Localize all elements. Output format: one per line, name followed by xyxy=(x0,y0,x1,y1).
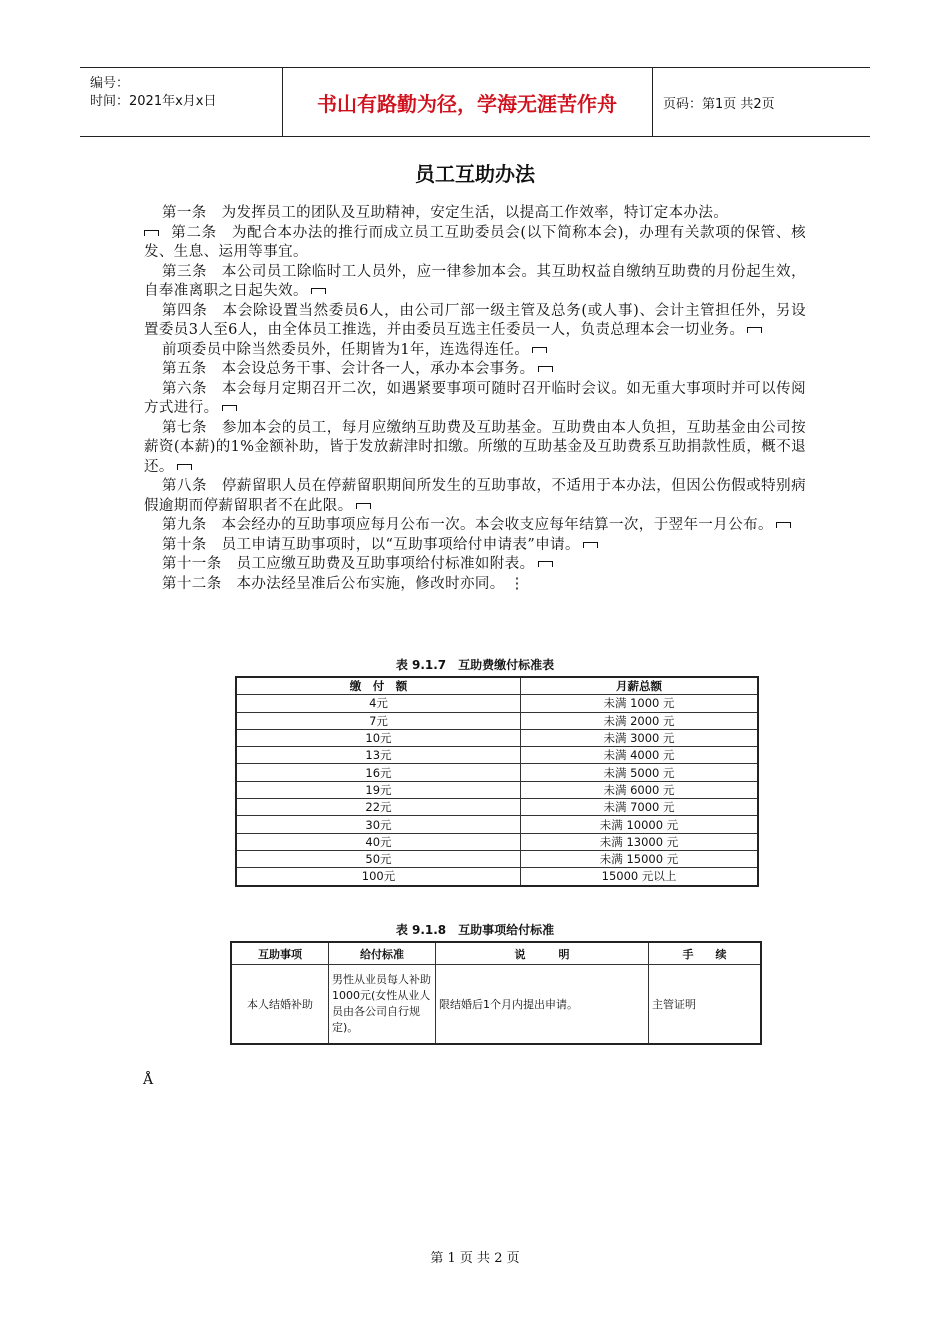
table-cell: 30元 xyxy=(236,816,521,833)
article-2: 第二条 为配合本办法的推行而成立员工互助委员会(以下简称本会)，办理有关款项的保管、核发、生息、运用等事宜。 xyxy=(144,224,806,260)
table-cell: 未满 5000 元 xyxy=(521,764,759,781)
table-cell: 16元 xyxy=(236,764,521,781)
article-7: 第七条 参加本会的员工，每月应缴纳互助费及互助基金。互助费由本人负担，互助基金由公司按薪资(本薪)的1%金额补助，皆于发放薪津时扣缴。所缴的互助基金及互助费系互助捐款性质，概不退还。 xyxy=(144,419,806,475)
header-motto: 书山有路勤为径，学海无涯苦作舟 xyxy=(282,68,653,136)
paragraph-mark-icon xyxy=(532,347,547,353)
article-9: 第九条 本会经办的互助事项应每月公布一次。本会收支应每年结算一次，于翌年一月公布。 xyxy=(144,516,806,536)
table-cell: 未满 4000 元 xyxy=(521,747,759,764)
paragraph-mark-icon xyxy=(538,366,553,372)
paragraph-mark-icon xyxy=(356,503,371,509)
table-cell: 未满 7000 元 xyxy=(521,799,759,816)
table-row xyxy=(236,712,758,729)
paragraph-mark-icon xyxy=(776,522,791,528)
table-cell: 本人结婚补助 xyxy=(231,965,329,1045)
paragraph-mark-icon xyxy=(177,464,192,470)
article-1: 第一条 为发挥员工的团队及互助精神，安定生活，以提高工作效率，特订定本办法。 xyxy=(162,205,729,221)
paragraph-mark-icon xyxy=(747,327,762,333)
table-cell: 未满 6000 元 xyxy=(521,781,759,798)
page-header xyxy=(80,67,870,137)
table-row xyxy=(236,747,758,764)
article-5: 第五条 本会设总务干事、会计各一人，承办本会事务。 xyxy=(144,360,806,380)
table-cell: 7元 xyxy=(236,712,521,729)
table-row xyxy=(236,729,758,746)
ellipsis-mark-icon: ⋮ xyxy=(504,575,525,592)
table-row xyxy=(236,799,758,816)
article-6: 第六条 本会每月定期召开二次，如遇紧要事项可随时召开临时会议。如无重大事项时并可以传阅方式进行。 xyxy=(144,380,806,416)
table-row xyxy=(236,850,758,867)
table-cell: 未满 15000 元 xyxy=(521,850,759,867)
article-10: 第十条 员工申请互助事项时，以“互助事项给付申请表”申请。 xyxy=(144,536,806,556)
table-row xyxy=(236,781,758,798)
paragraph-mark-icon xyxy=(144,230,159,236)
table-cell: 40元 xyxy=(236,833,521,850)
table-cell: 主管证明 xyxy=(649,965,762,1045)
table-row xyxy=(231,965,761,1045)
table-header: 手 续 xyxy=(649,942,762,965)
table-cell: 100元 xyxy=(236,868,521,886)
document-body xyxy=(144,204,806,594)
table-cell: 未满 13000 元 xyxy=(521,833,759,850)
contribution-table xyxy=(235,676,759,887)
table-cell: 15000 元以上 xyxy=(521,868,759,886)
article-11: 第十一条 员工应缴互助费及互助事项给付标准如附表。 xyxy=(144,555,806,575)
table-row xyxy=(236,764,758,781)
table-cell: 22元 xyxy=(236,799,521,816)
table-header: 给付标准 xyxy=(329,942,436,965)
paragraph-mark-icon xyxy=(311,288,326,294)
header-page-label: 页码：第1页 共2页 xyxy=(663,96,775,112)
table-row xyxy=(236,868,758,886)
article-3: 第三条 本公司员工除临时工人员外，应一律参加本会。其互助权益自缴纳互助费的月份起生效，自奉准离职之日起失效。 xyxy=(144,263,806,299)
table-header: 月薪总额 xyxy=(521,677,759,695)
article-4-note: 前项委员中除当然委员外，任期皆为1年，连选得连任。 xyxy=(144,341,806,361)
table-row xyxy=(236,833,758,850)
table-cell: 未满 3000 元 xyxy=(521,729,759,746)
table-cell: 限结婚后1个月内提出申请。 xyxy=(436,965,649,1045)
table-cell: 13元 xyxy=(236,747,521,764)
table-cell: 4元 xyxy=(236,695,521,712)
page-footer: 第 1 页 共 2 页 xyxy=(430,1251,520,1266)
benefit-table xyxy=(230,941,762,1045)
number-label: 编号： xyxy=(90,76,130,91)
paragraph-mark-icon xyxy=(583,542,598,548)
table-cell: 未满 10000 元 xyxy=(521,816,759,833)
paragraph-mark-icon xyxy=(222,405,237,411)
table-row xyxy=(236,695,758,712)
time-label: 时间：2021年x月x日 xyxy=(90,94,217,109)
table-header: 缴 付 额 xyxy=(236,677,521,695)
table-cell: 未满 1000 元 xyxy=(521,695,759,712)
document-title: 员工互助办法 xyxy=(415,162,535,186)
paragraph-mark-icon xyxy=(538,561,553,567)
table-cell: 未满 2000 元 xyxy=(521,712,759,729)
header-meta xyxy=(80,68,283,136)
table-header: 互助事项 xyxy=(231,942,329,965)
article-8: 第八条 停薪留职人员在停薪留职期间所发生的互助事故，不适用于本办法，但因公伤假或特别病假逾期而停薪留职者不在此限。 xyxy=(144,478,806,514)
table-cell: 10元 xyxy=(236,729,521,746)
table-header: 说 明 xyxy=(436,942,649,965)
table1-caption: 表 9.1.7 互助费缴付标准表 xyxy=(395,658,555,672)
table-cell: 男性从业员每人补助1000元(女性从业人员由各公司自行规定)。 xyxy=(329,965,436,1045)
article-12: 第十二条 本办法经呈准后公布实施，修改时亦同。 ⋮ xyxy=(162,575,525,592)
table-cell: 19元 xyxy=(236,781,521,798)
table-cell: 50元 xyxy=(236,850,521,867)
stray-glyph: Å xyxy=(143,1072,154,1088)
table-row xyxy=(236,816,758,833)
article-4: 第四条 本会除设置当然委员6人，由公司厂部一级主管及总务(或人事)、会计主管担任外，另设置委员3人至6人，由全体员工推选，并由委员互选主任委员一人，负责总理本会一切业务。 xyxy=(144,302,806,338)
table2-caption: 表 9.1.8 互助事项给付标准 xyxy=(395,923,555,937)
